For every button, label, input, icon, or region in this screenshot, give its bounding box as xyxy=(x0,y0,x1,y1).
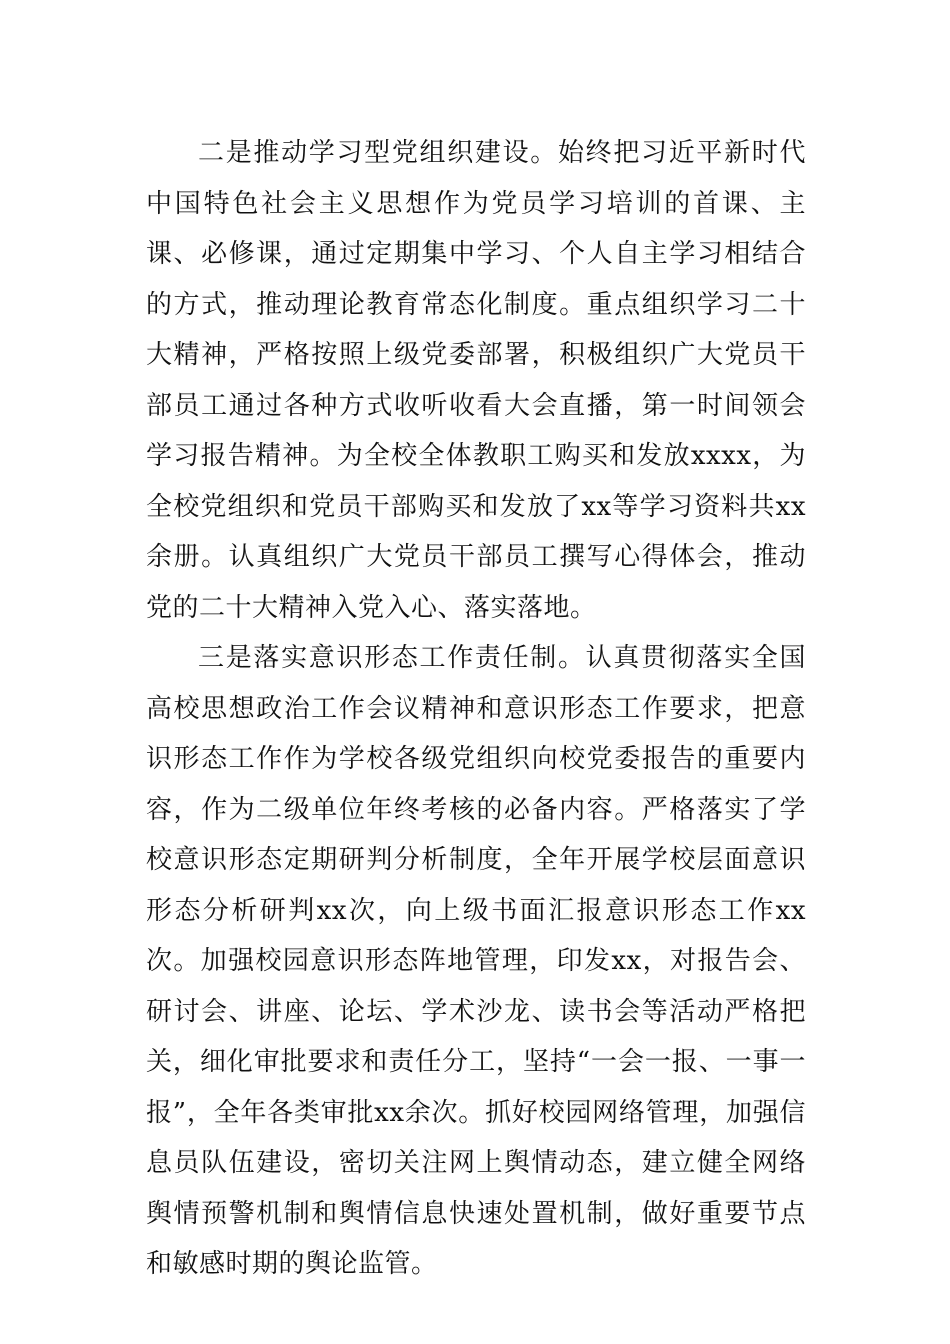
paragraph-learning-party-organization: 二是推动学习型党组织建设。始终把习近平新时代中国特色社会主义思想作为党员学习培训的首课、主课、必修课，通过定期集中学习、个人自主学习相结合的方式，推动理论教育常态化制度。重点组织学习二十大精神，严格按照上级党委部署，积极组织广大党员干部员工通过各种方式收听收看大会直播，第一时间领会学习报告精神。为全校全体教职工购买和发放xxxx，为全校党组织和党员干部购买和发放了xx等学习资料共xx余册。认真组织广大党员干部员工撰写心得体会，推动党的二十大精神入党入心、落实落地。 xyxy=(146,138,806,623)
document-body xyxy=(146,128,806,1290)
paragraph-ideology-responsibility: 三是落实意识形态工作责任制。认真贯彻落实全国高校思想政治工作会议精神和意识形态工作要求，把意识形态工作作为学校各级党组织向校党委报告的重要内容，作为二级单位年终考核的必备内容。严格落实了学校意识形态定期研判分析制度，全年开展学校层面意识形态分析研判xx次，向上级书面汇报意识形态工作xx次。加强校园意识形态阵地管理，印发xx，对报告会、研讨会、讲座、论坛、学术沙龙、读书会等活动严格把关，细化审批要求和责任分工，坚持“一会一报、一事一报”，全年各类审批xx余次。抓好校园网络管理，加强信息员队伍建设，密切关注网上舆情动态，建立健全网络舆情预警机制和舆情信息快速处置机制，做好重要节点和敏感时期的舆论监管。 xyxy=(146,643,806,1279)
